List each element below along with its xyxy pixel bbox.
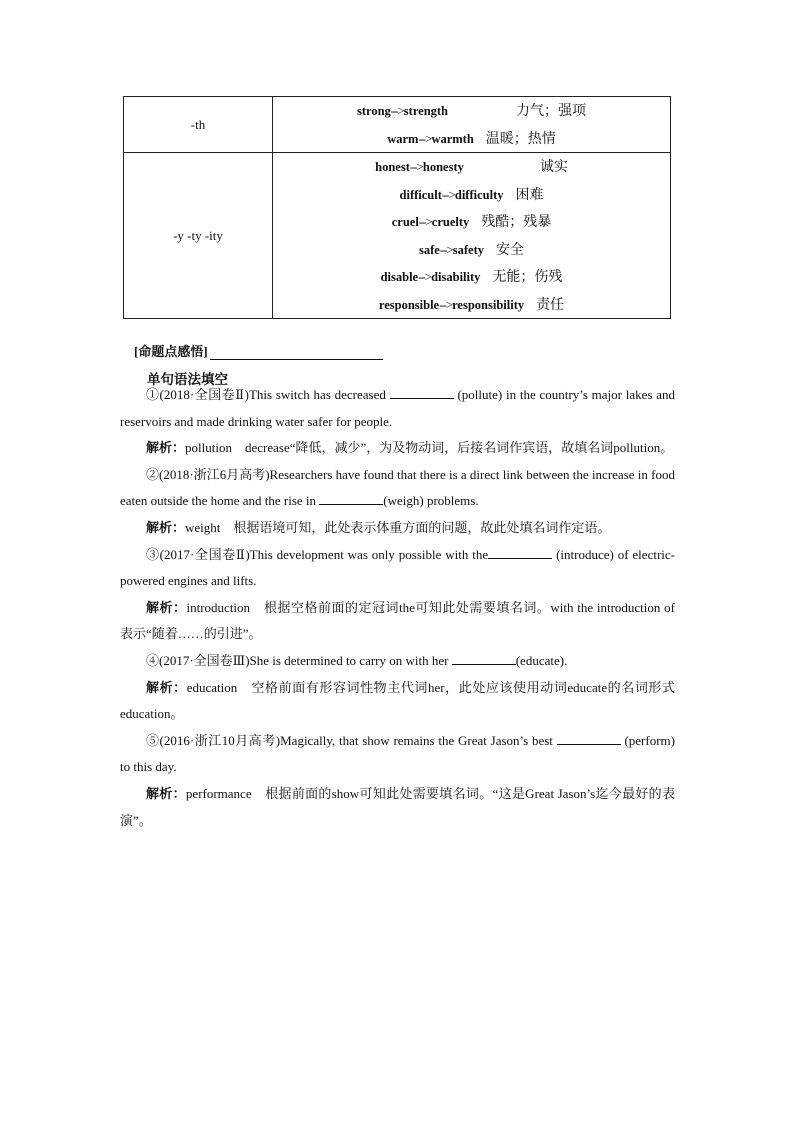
example-line: honest-->honesty 诚实 [375, 159, 568, 175]
explanation: 解析：education 空格前面有形容词性物主代词her，此处应该使用动词educate的名词形式education。 [120, 679, 675, 722]
explanation: 解析：weight 根据语境可知，此处表示体重方面的问题，故此处填名词作定语。 [146, 519, 611, 535]
explanation: 解析：pollution decrease“降低，减少”，为及物动词，后接名词作宾语，故填名词pollution。 [146, 440, 674, 456]
example-line: cruel-->cruelty 残酷；残暴 [391, 214, 552, 230]
exercise-list [120, 382, 675, 834]
suffix-cell: -th [124, 97, 273, 153]
example-line: difficult-->difficulty 困难 [399, 186, 544, 203]
explanation: 解析：introduction 根据空格前面的定冠词the可知此处需要填名词。with the introduction of 表示“随着……的引进”。 [120, 599, 675, 642]
section-heading: [命题点感悟] [134, 341, 383, 360]
question: ④(2017·全国卷Ⅲ)She is determined to carry on with her (educate). [146, 652, 568, 668]
example-line: disable-->disability 无能；伤残 [380, 269, 563, 285]
answer-blank[interactable] [319, 492, 383, 505]
question: ③(2017·全国卷Ⅱ)This development was only possible with the (introduce) of electric-powered engines and lifts. [120, 546, 675, 589]
question: ⑤(2016·浙江10月高考)Magically, that show remains the Great Jason’s best (perform) to this day. [120, 732, 675, 775]
section-subheading: 单句语法填空 [147, 372, 228, 387]
example-line: safe-->safety 安全 [418, 241, 525, 258]
examples-cell [273, 97, 671, 153]
table-row [124, 97, 671, 153]
question: ②(2018·浙江6月高考)Researchers have found that there is a direct link between the increase in food eaten outside the home and the rise in (weigh) problems. [120, 466, 675, 509]
answer-blank[interactable] [452, 652, 516, 665]
example-line: warm-->warmth 温暖；热情 [387, 130, 556, 147]
explanation: 解析：performance 根据前面的show可知此处需要填名词。“这是Great Jason’s迄今最好的表演”。 [120, 785, 675, 828]
answer-blank[interactable] [390, 386, 454, 399]
suffix-cell: -y -ty -ity [124, 153, 273, 319]
examples-cell [273, 153, 671, 319]
heading-underline [210, 345, 383, 360]
example-line: responsible-->responsibility 责任 [378, 296, 565, 313]
example-line: strong-->strength 力气；强项 [356, 103, 587, 119]
question: ①(2018·全国卷Ⅱ)This switch has decreased (pollute) in the country’s major lakes and reservoirs and made drinking water safer for people. [120, 387, 676, 429]
answer-blank[interactable] [557, 732, 621, 745]
answer-blank[interactable] [488, 546, 552, 559]
table-row [124, 153, 671, 319]
suffix-table [123, 96, 671, 319]
